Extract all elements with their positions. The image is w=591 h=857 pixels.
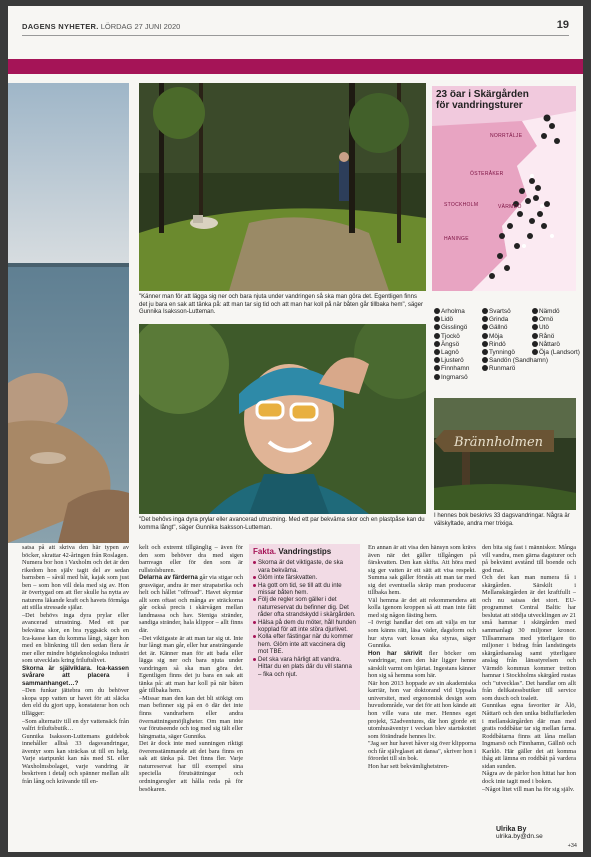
- body-paragraph: [139, 574, 243, 634]
- map-label-norrtalje: NORRTÄLJE: [490, 133, 523, 139]
- map-label-haninge: HANINGE: [444, 236, 469, 242]
- body-paragraph: –I övrigt handlar det om att välja en tur som känns rätt, läsa väder, dagsform och hur styra vart kosan ska styras, säger Gunnika.: [368, 619, 476, 650]
- legend-label: Rindö: [489, 340, 506, 348]
- legend-item: [532, 324, 576, 332]
- fakta-list: [253, 559, 356, 678]
- page-number: 19: [556, 19, 569, 31]
- map-title: [436, 89, 529, 111]
- map-title-line-1: 23 öar i Skärgården: [436, 89, 529, 100]
- legend-item: [434, 365, 482, 373]
- legend-label: Öja (Landsort): [539, 349, 580, 357]
- legend-label: Gisslingö: [441, 324, 468, 332]
- body-paragraph: En annan är att visa den hänsyn som krävs även när det gäller tillgången på färskvatten. Den kan skifta. Att höra med sig ger vatten är ett sätt att visa respekt. Summa sak gäller förstås att man tar med sig det eventuella skräp man producerar tillbaka hem.: [368, 544, 476, 597]
- archipelago-map: [432, 86, 576, 291]
- legend-marker-icon: [482, 365, 488, 371]
- body-paragraph: Och det kan man numera få i skärgården. Särskilt i Mellanskärgården är det kraftfullt – och nu satsas det stort. EU-programmet Central Baltic har beslutat att stödja utvecklingen av 21 små hamnar i skärgården med sammanlagt 30 miljoner kronor. Tillsammans med ytterligare tio miljoner i bidrag från landstingets skärgårdsanslag samt ytterligare anslag från länsstyrelsen och Värmdö kommun kommer tretton hamnar i Stockholms skärgård rustas och "utvecklas". Det handlar om allt från delikatessbutiker till service som dusch och toalett.: [482, 574, 576, 702]
- fakta-item: Det ska vara härligt att vandra. Hittar du en plats där du vill stanna – fika och njut.: [253, 656, 356, 678]
- legend-item: [434, 341, 482, 349]
- legend-marker-icon: [482, 333, 488, 339]
- body-paragraph: "Jag ser hur havet håver sig över klipporna och får självglaset att dansa", skriver hon i förordet till sin bok.: [368, 740, 476, 763]
- legend-marker-icon: [532, 333, 538, 339]
- legend-marker-icon: [434, 324, 440, 330]
- legend-label: Rånö: [539, 332, 555, 340]
- legend-label: Arholma: [441, 308, 465, 315]
- fakta-item: Glöm inte färskvatten.: [253, 574, 356, 581]
- legend-item: [434, 324, 482, 332]
- body-column-2: [139, 544, 243, 844]
- legend-item: [532, 349, 580, 357]
- body-paragraph: Numera bor hon i Vaxholm och det är den rikedom hon själv tagit del av sedan barnsben – såväl med båt, kajak som just ben – som hon vill dela med sig av. Hon är övertygad om att fler skulle ha nytta av naturens läkande kraft och havets förmåga att stilla stressade själar.: [22, 559, 129, 612]
- body-paragraph: [368, 650, 476, 680]
- island-legend: [434, 308, 580, 382]
- body-paragraph: Hon har sett bekvämlighetstren-: [368, 762, 449, 770]
- legend-item: [482, 324, 532, 332]
- body-paragraph: –Något litet vill man ha för sig själv.: [482, 785, 575, 793]
- paragraph-text: går via stigar och grusvägar, andra är mer strapatsrika och helt och hållet "offroad". Havet skymtar allt som oftast och många av sträckorna går också precis i skärvågen mellan landmassa och hav. Steniga stränder, sandiga stränder, hala klippor – allt finns där.: [139, 574, 243, 635]
- body-paragraph: Gunnika Isaksson-Luttemans guidebok innehåller alltså 33 dagsvandringar, äventyr som kan sträckas ut till en helg. Varje startpunkt kan nås med SL eller Waxholmsbolaget, varje vandring är beskriven i detalj och spänner mellan allt från lång och krävande till en-: [22, 732, 129, 785]
- legend-item: [434, 308, 482, 316]
- body-paragraph: den bita sig fast i människor. Många vill vandra, men gärna dagsturer och på bekvämt avstånd till boende och god mat.: [482, 544, 576, 574]
- body-column-3: [368, 544, 476, 844]
- body-paragraph: kelt och extremt tillgänglig – även för den som behöver dra med sigen barnvagn eller för den som är rullstolsburen.: [139, 544, 243, 574]
- body-column-1: [22, 544, 129, 844]
- legend-item: [434, 357, 482, 365]
- legend-label: Möja: [489, 332, 503, 340]
- body-paragraph: Det är dock inte med sunningen riktigt överensstämmande att det bara finns en sak att tänka på. Det finns fler. Varje naturreservat har till exempel sina speciella förutsättningar och ordningsregler att hålla reda på för besökaren.: [139, 740, 243, 793]
- body-paragraph: Gunnikas egna favoriter är Älö, Nåttarö och den unika bidluffarleden i mellanskärgården där man med gratis roddbåtar tar sig mellan farna. Roddbåtarna finns att låna mellan Ingmarsö och Finnhamn, Gällnö och Karklö. Här gäller det att komma ihåg att lämna en roddbåt på vardera sidan sunden.: [482, 702, 576, 770]
- legend-item: [482, 308, 532, 316]
- fakta-item: Ha gott om tid, se till att du inte missar båten hem.: [253, 582, 356, 597]
- legend-label: Tynningö: [489, 349, 515, 357]
- legend-label: Tjockö: [441, 332, 460, 340]
- map-label-varmdo: VÄRMDÖ: [498, 204, 522, 210]
- legend-item: [482, 316, 532, 324]
- body-paragraph: Väl hemma är det att rekommendera att kolla igenom kroppen så att man inte fått med sig någon fästing hem.: [368, 596, 476, 619]
- legend-label: Ängsö: [441, 340, 460, 348]
- publication-name: DAGENS NYHETER.: [22, 22, 99, 31]
- legend-item: [482, 333, 532, 341]
- legend-marker-icon: [532, 324, 538, 330]
- fakta-box: [249, 544, 360, 710]
- page-header: [22, 19, 569, 36]
- legend-item: [482, 365, 532, 373]
- legend-marker-icon: [482, 316, 488, 322]
- legend-label: Utö: [539, 324, 549, 332]
- legend-marker-icon: [434, 374, 440, 380]
- body-paragraph: När hon 2013 hoppade av sin akademiska karriär, hon var doktorand vid Uppsala universitet, med ergonomisk design som huvudområde, var det för att hon kände att hon ville vara ute mer. Hennes eget projekt, 52adventures, där hon gjorde ett utomhusäventyr i veckan blev startskottet som förändrade hennes liv.: [368, 679, 476, 740]
- legend-item: [434, 374, 482, 382]
- sign-text: Brännholmen: [454, 435, 544, 450]
- legend-item: [434, 333, 482, 341]
- legend-label: Svartsö: [489, 308, 511, 315]
- legend-marker-icon: [434, 333, 440, 339]
- legend-label: Lidö: [441, 316, 454, 324]
- legend-column: [434, 308, 482, 382]
- legend-marker-icon: [532, 316, 538, 322]
- body-column-4: [482, 544, 576, 821]
- fakta-item: Kolla efter fästingar när du kommer hem. Glöm inte att vaccinera dig mot TBE.: [253, 633, 356, 655]
- legend-item: [532, 308, 576, 316]
- publication-date: LÖRDAG 27 JUNI 2020: [100, 22, 181, 31]
- caption-forest-photo: "Känner man för att lägga sig ner och bara njuta under vandringen så ska man göra det. Egentligen finns det ju bara en sak att tänka på: att man tar sig tid och att man har koll på när båten går tillbaka hem", säger Gunnika Isaksson-Lutteman.: [139, 294, 423, 315]
- subheading: Delarna av färderna: [139, 574, 198, 582]
- subheading: Skorna är själviklara. Ica-kassen svårare att placera i sammanhanget…?: [22, 664, 129, 687]
- legend-marker-icon: [532, 349, 538, 355]
- legend-item: [434, 316, 482, 324]
- legend-item: [482, 357, 548, 365]
- legend-item: [482, 349, 532, 357]
- legend-item: [532, 341, 576, 349]
- fakta-item: Skorna är det viktigaste, de ska vara bekväma.: [253, 559, 356, 574]
- legend-marker-icon: [482, 357, 488, 363]
- map-title-line-2: för vandringsturer: [436, 100, 523, 111]
- legend-label: Runmarö: [489, 365, 516, 373]
- body-paragraph: –Missar man den kan det bli stökigt om man befinner sig på en ö där det inte finns vandrarhem eller andra övernattningsmöjligheter. Om man inte var förutseende och tog med sig tält eller hängmatta, säger Gunnika.: [139, 694, 243, 740]
- section-color-band: [8, 59, 583, 74]
- paragraph-text: fler böcker om vandringar, men den här ligger henne särskilt varmt om hjärtat. Ingestans känner hon sig så hemma som här.: [368, 649, 476, 680]
- portrait-photo: [139, 324, 426, 514]
- byline-email: ulrika.by@dn.se: [496, 833, 543, 840]
- legend-marker-icon: [434, 349, 440, 355]
- body-paragraph: Några av de pärlor hon hittat har hon dock inte tagit med i boken.: [482, 770, 576, 785]
- byline-name: Ulrika By: [496, 826, 527, 833]
- map-label-osteraker: ÖSTERÅKER: [470, 171, 504, 177]
- legend-label: Nåttarö: [539, 340, 560, 348]
- caption-sign-photo: I hennes bok beskrivs 33 dagsvandringar. Några är välskyltade, andra mer trixiga.: [434, 513, 570, 527]
- legend-item: [532, 333, 576, 341]
- legend-column: [532, 308, 580, 382]
- body-paragraph: –Det viktigaste är att man tar sig ut. Inte hur långt man går, eller hur ansträngande det är. Känner man för att bada eller lägga sig ner och bara njuta under vandringen så ska man göra det. Egentligen finns det ju bara en sak att tänka på: att man har koll på när båten går tillbaka hem.: [139, 634, 243, 695]
- legend-label: Nämdö: [539, 308, 560, 315]
- sign-photo: [434, 398, 576, 510]
- footer-code: +34: [567, 843, 577, 849]
- legend-marker-icon: [482, 341, 488, 347]
- body-paragraph: –Som alternativ till en dyr vattensäck från valfri friluftsbutik…: [22, 717, 129, 733]
- legend-label: Ingmarsö: [441, 373, 468, 381]
- legend-marker-icon: [434, 341, 440, 347]
- legend-item: [434, 349, 482, 357]
- legend-item: [532, 316, 576, 324]
- newspaper-page: [8, 6, 583, 852]
- legend-label: Finnhamn: [441, 365, 470, 373]
- body-paragraph: [22, 665, 129, 688]
- legend-marker-icon: [482, 349, 488, 355]
- fakta-heading: Fakta. Vandringstips: [253, 547, 332, 556]
- body-paragraph: –Den funkar jättebra om du behöver skopa upp vatten ur havet för att släcka den eld du gjort upp, konstaterar hon och tillägger:: [22, 687, 129, 718]
- caption-portrait-photo: "Det behövs inga dyra prylar eller avancerad utrustning. Med ett par bekväma skor och en plastpåse kan du komma långt", säger Gunnika Isaksson-Lutteman.: [139, 517, 425, 531]
- legend-marker-icon: [434, 365, 440, 371]
- legend-label: Ornö: [539, 316, 554, 324]
- legend-marker-icon: [532, 308, 538, 314]
- legend-label: Lagnö: [441, 349, 459, 357]
- legend-marker-icon: [434, 316, 440, 322]
- legend-label: Sandön (Sandhamn): [489, 357, 548, 365]
- legend-item: [482, 341, 532, 349]
- shore-photo: [8, 83, 129, 543]
- body-paragraph: satsa på att skriva den här typen av böcker, skrattar 42-åringen från Roslagen.: [22, 544, 129, 559]
- legend-marker-icon: [532, 341, 538, 347]
- legend-marker-icon: [434, 308, 440, 314]
- body-paragraph: –Det behövs inga dyra prylar eller avancerad utrustning. Med ett par bekväma skor, en bra ryggsäck och en Ica-kasse kan du komma långt, säger hon med en blinkning till den sedan flera år mer eller mindre högteknologiska industri som utvecklats kring friluftslivet.: [22, 611, 129, 665]
- legend-label: Ljusterö: [441, 357, 464, 365]
- legend-label: Gällnö: [489, 324, 508, 332]
- legend-label: Grinda: [489, 316, 509, 324]
- forest-path-photo: [139, 83, 426, 291]
- legend-marker-icon: [434, 357, 440, 363]
- map-label-stockholm: STOCKHOLM: [444, 202, 479, 208]
- fakta-item: Följ de regler som gäller i det naturreservat du befinner dig. Det råder ofta strandskydd i skärgården.: [253, 596, 356, 618]
- legend-marker-icon: [482, 308, 488, 314]
- fakta-item: Hälsa på dem du möter, håll hunden kopplad för att inte störa djurlivet.: [253, 619, 356, 634]
- subheading: Hon har skrivit: [368, 649, 423, 657]
- byline: [496, 826, 543, 840]
- legend-marker-icon: [482, 324, 488, 330]
